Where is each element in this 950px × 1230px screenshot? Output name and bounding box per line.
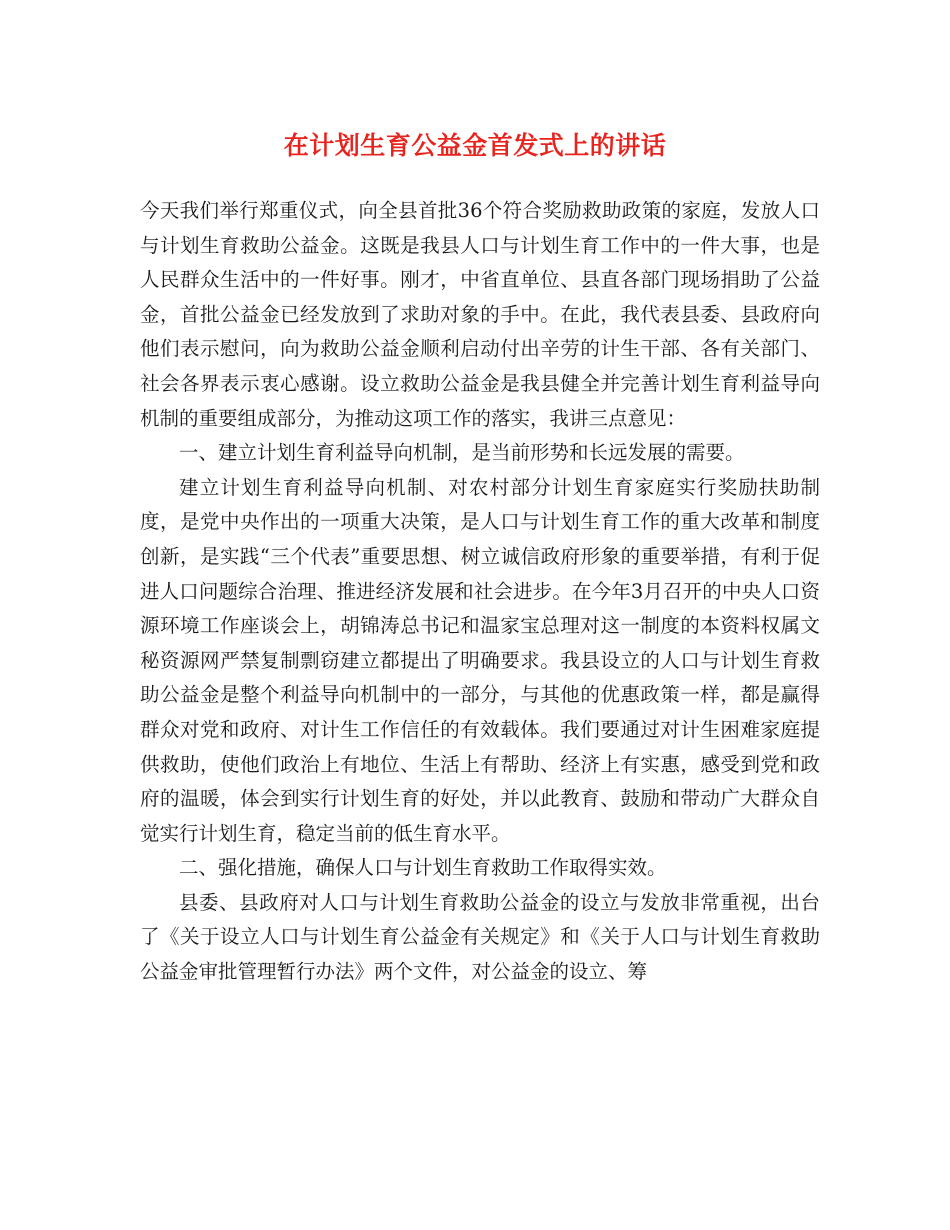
section-heading-1: 一、建立计划生育利益导向机制，是当前形势和长远发展的需要。 — [179, 441, 745, 465]
page-title: 在计划生育公益金首发式上的讲话 — [283, 131, 667, 160]
section-heading-2: 二、强化措施，确保人口与计划生育救助工作取得实效。 — [179, 856, 667, 880]
document-body — [140, 194, 820, 990]
paragraph-section-2: 县委、县政府对人口与计划生育救助公益金的设立与发放非常重视，出台了《关于设立人口与计划生育公益金有关规定》和《关于人口与计划生育救助公益金审批管理暂行办法》两个文件，对公益金的设立、筹 — [140, 890, 820, 984]
paragraph-intro: 今天我们举行郑重仪式，向全县首批36个符合奖励救助政策的家庭，发放人口与计划生育救助公益金。这既是我县人口与计划生育工作中的一件大事，也是人民群众生活中的一件好事。刚才，中省直单位、县直各部门现场捐助了公益金，首批公益金已经发放到了求助对象的手中。在此，我代表县委、县政府向他们表示慰问，向为救助公益金顺利启动付出辛劳的计生干部、各有关部门、社会各界表示衷心感谢。设立救助公益金是我县健全并完善计划生育利益导向机制的重要组成部分，为推动这项工作的落实，我讲三点意见： — [140, 199, 820, 430]
paragraph-section-1: 建立计划生育利益导向机制、对农村部分计划生育家庭实行奖励扶助制度，是党中央作出的一项重大决策，是人口与计划生育工作的重大改革和制度创新，是实践“三个代表”重要思想、树立诚信政府形象的重要举措，有利于促进人口问题综合治理、推进经济发展和社会进步。在今年3月召开的中央人口资源环境工作座谈会上，胡锦涛总书记和温家宝总理对这一制度的本资料权属文秘资源网严禁复制剽窃建立都提出了明确要求。我县设立的人口与计划生育救助公益金是整个利益导向机制中的一部分，与其他的优惠政策一样，都是赢得群众对党和政府、对计生工作信任的有效载体。我们要通过对计生困难家庭提供救助，使他们政治上有地位、生活上有帮助、经济上有实惠，感受到党和政府的温暖，体会到实行计划生育的好处，并以此教育、鼓励和带动广大群众自觉实行计划生育，稳定当前的低生育水平。 — [140, 475, 820, 845]
